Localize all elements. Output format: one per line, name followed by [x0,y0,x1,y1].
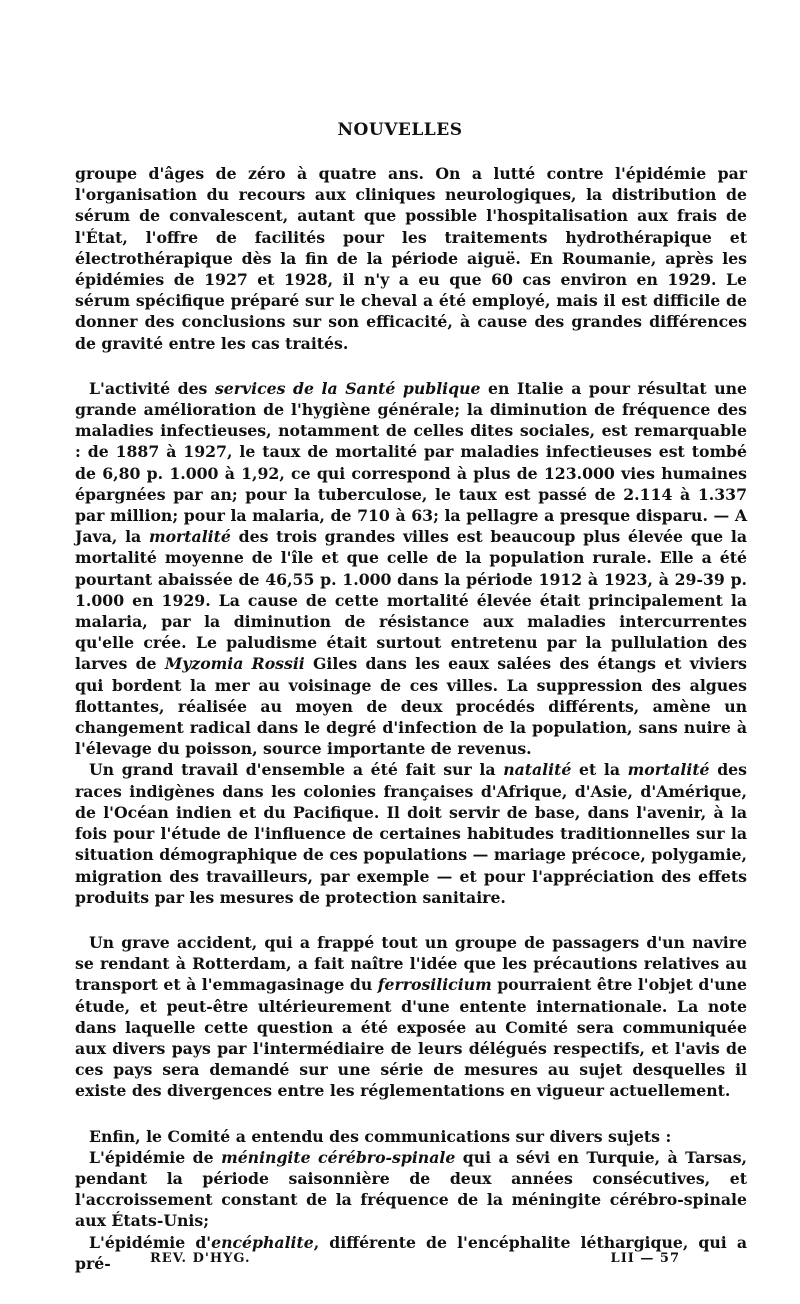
text-run: qui a sévi en Turquie, à Tarsas, pendant la période saisonnière de deux années consécutives, et l'accroissement constant de la fréquence de la méningite cérébro-spinale aux États-Unis; [75,1147,747,1231]
paragraph [75,1147,747,1232]
paragraph [75,378,747,760]
text-run: Un grand travail d'ensemble a été fait sur la [89,760,504,780]
text-run: , différente de l'encéphalite léthargique, qui a pré- [75,1232,747,1273]
text-run: et la [571,760,628,780]
italic-term: ferrosilicium [377,975,492,995]
text-run: Giles dans les eaux salées des étangs et viviers qui bordent la mer au voisinage de ces villes. La suppression des algues flottantes, réalisée au moyen de deux procédés différents, amène un changement radical dans le degré d'infection de la population, sans nuire à l'élevage du poisson, source importante de revenus. [75,654,747,759]
italic-term: Myzomia Rossii [164,654,305,674]
journal-abbreviation: REV. D'HYG. [150,1251,251,1266]
text-run: L'épidémie de [89,1147,222,1167]
italic-term: méningite cérébro-spinale [221,1147,456,1167]
text-run: L'épidémie d' [89,1232,212,1252]
text-run: L'activité des [89,378,215,398]
italic-term: encéphalite [211,1232,314,1252]
italic-term: services de la Santé publique [214,378,481,398]
page-number: LII — 57 [610,1251,680,1266]
paragraph [75,163,747,354]
text-run: des trois grandes villes est beaucoup plus élevée que la mortalité moyenne de l'île et que celle de la population rurale. Elle a été pourtant abaissée de 46,55 p. 1.000 dans la période 1912 à 1923, à 29-39 p. 1.000 en 1929. La cause de cette mortalité élevée était principalement la malaria, par la diminution de résistance aux maladies intercurrentes qu'elle crée. Le paludisme était surtout entretenu par la pullulation des larves de [75,527,747,674]
paragraph [75,759,747,907]
italic-term: mortalité [148,527,231,547]
italic-term: mortalité [627,760,710,780]
text-run: Un grave accident, qui a frappé tout un groupe de passagers d'un navire se rendant à Rotterdam, a fait naître l'idée que les précautions relatives au transport et à l'emmagasinage du [75,932,747,995]
text-run: en Italie a pour résultat une grande amélioration de l'hygiène générale; la diminution de fréquence des maladies infectieuses, notamment de celles dites sociales, est remarquable : de 1887 à 1927, le taux de mortalité par maladies infectieuses est tombé de 6,80 p. 1.000 à 1,92, ce qui correspond à plus de 123.000 vies humaines épargnées par an; pour la tuberculose, le taux est passé de 2.114 à 1.337 par million; pour la malaria, de 710 à 63; la pellagre a presque disparu. — A Java, la [75,378,748,547]
text-run: pourraient être l'objet d'une étude, et peut-être ultérieurement d'une entente internationale. La note dans laquelle cette question a été exposée au Comité sera communiquée aux divers pays par l'intermédiaire de leurs délégués respectifs, et l'avis de ces pays sera demandé sur une série de mesures au sujet desquelles il existe des divergences entre les réglementations en vigueur actuellement. [75,975,747,1101]
italic-term: natalité [503,760,572,780]
text-run: des races indigènes dans les colonies françaises d'Afrique, d'Asie, d'Amérique, de l'Océan indien et du Pacifique. Il doit servir de base, dans l'avenir, à la fois pour l'étude de l'influence de certaines habitudes traditionnelles sur la situation démographique de ces populations — mariage précoce, polygamie, migration des travailleurs, par exemple — et pour l'appréciation des effets produits par les mesures de protection sanitaire. [75,760,747,907]
paragraph [75,932,747,1102]
text-run: Enfin, le Comité a entendu des communications sur divers sujets : [89,1126,672,1146]
page-footer [150,1251,680,1266]
page-title: NOUVELLES [337,120,463,140]
text-run: groupe d'âges de zéro à quatre ans. On a lutté contre l'épidémie par l'organisation du recours aux cliniques neurologiques, la distribution de sérum de convalescent, autant que possible l'hospitalisation aux frais de l'État, l'offre de facilités pour les traitements hydrothérapique et électrothérapique dès la fin de la période aiguë. En Roumanie, après les épidémies de 1927 et 1928, il n'y a eu que 60 cas environ en 1929. Le sérum spécifique préparé sur le cheval a été employé, mais il est difficile de donner des conclusions sur son efficacité, à cause des grandes différences de gravité entre les cas traités. [75,164,747,353]
paragraph [75,1126,747,1147]
article-body [75,163,747,1274]
